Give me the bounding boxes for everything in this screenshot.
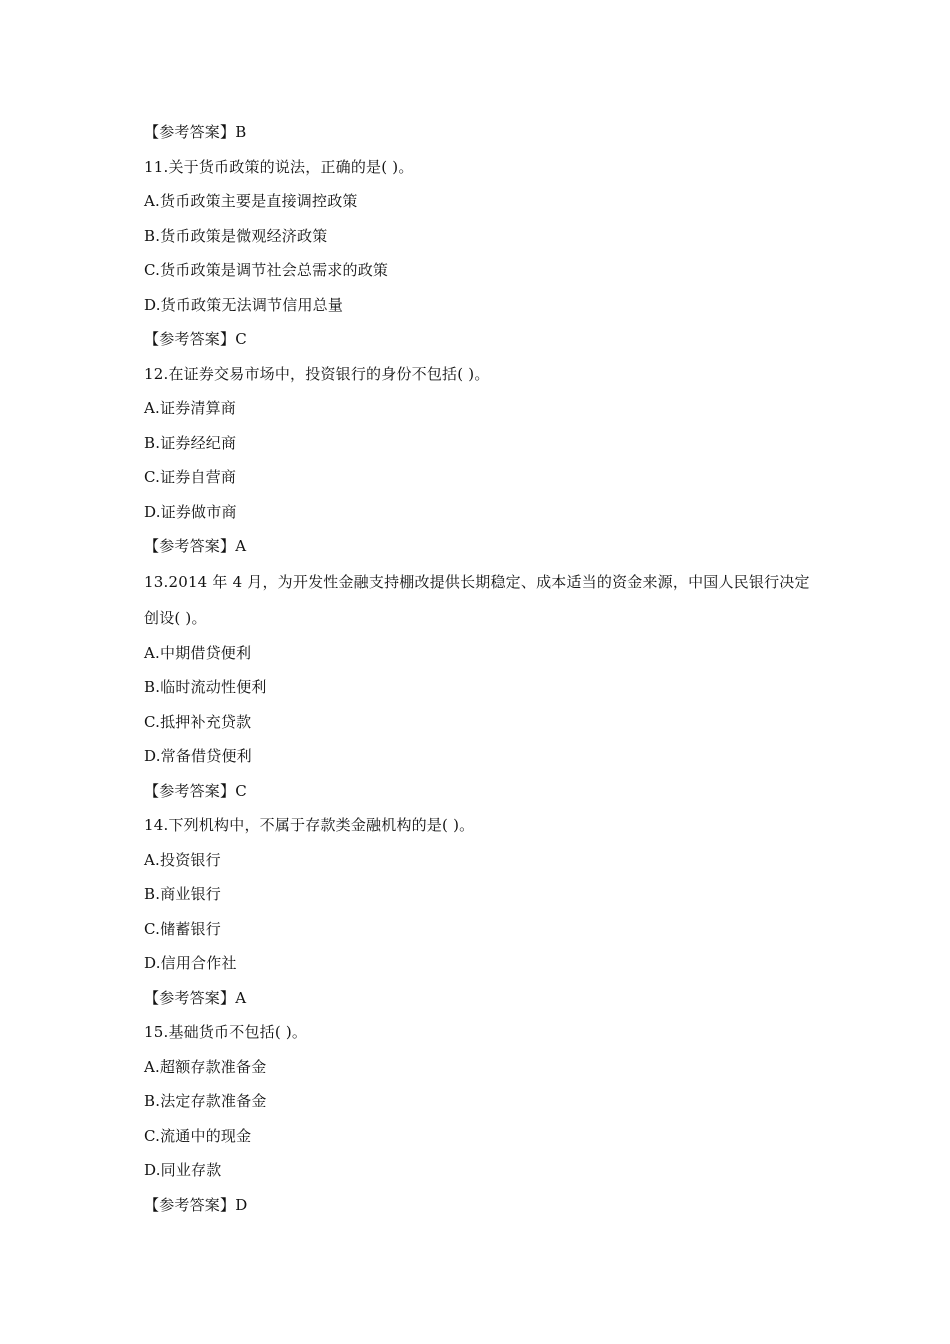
question-11: 11.关于货币政策的说法，正确的是( )。: [144, 157, 414, 176]
question-list: [144, 115, 824, 1222]
answer-key-13: 【参考答案】C: [144, 781, 247, 800]
option-11-d: D.货币政策无法调节信用总量: [144, 295, 344, 314]
option-13-c: C.抵押补充贷款: [144, 712, 252, 731]
answer-key-11: 【参考答案】C: [144, 330, 247, 348]
option-14-c: C.储蓄银行: [144, 919, 221, 938]
option-11-b: B.货币政策是微观经济政策: [144, 226, 328, 245]
question-12: 12.在证券交易市场中，投资银行的身份不包括( )。: [144, 364, 490, 383]
option-14-a: A.投资银行: [144, 850, 221, 869]
option-13-a: A.中期借贷便利: [144, 643, 252, 662]
option-11-c: C.货币政策是调节社会总需求的政策: [144, 261, 389, 279]
option-12-b: B.证券经纪商: [144, 433, 237, 452]
answer-key-15: 【参考答案】D: [144, 1195, 248, 1214]
option-14-d: D.信用合作社: [144, 954, 237, 972]
option-15-a: A.超额存款准备金: [144, 1057, 267, 1076]
option-12-a: A.证券清算商: [144, 399, 237, 417]
answer-key-14: 【参考答案】A: [144, 988, 247, 1007]
question-15: 15.基础货币不包括( )。: [144, 1023, 308, 1041]
question-13: 13.2014 年 4 月，为开发性金融支持棚改提供长期稳定、成本适当的资金来源，中国人民银行决定创设( )。: [144, 572, 810, 627]
answer-key-12: 【参考答案】A: [144, 537, 247, 555]
option-12-d: D.证券做市商: [144, 502, 237, 521]
option-15-c: C.流通中的现金: [144, 1126, 252, 1145]
option-13-b: B.临时流动性便利: [144, 678, 267, 696]
question-14: 14.下列机构中，不属于存款类金融机构的是( )。: [144, 816, 475, 834]
option-13-d: D.常备借贷便利: [144, 747, 252, 765]
answer-key-10: 【参考答案】B: [144, 123, 247, 141]
option-11-a: A.货币政策主要是直接调控政策: [144, 192, 358, 210]
option-15-b: B.法定存款准备金: [144, 1092, 267, 1110]
option-12-c: C.证券自营商: [144, 468, 237, 486]
option-15-d: D.同业存款: [144, 1161, 222, 1179]
option-14-b: B.商业银行: [144, 885, 221, 903]
